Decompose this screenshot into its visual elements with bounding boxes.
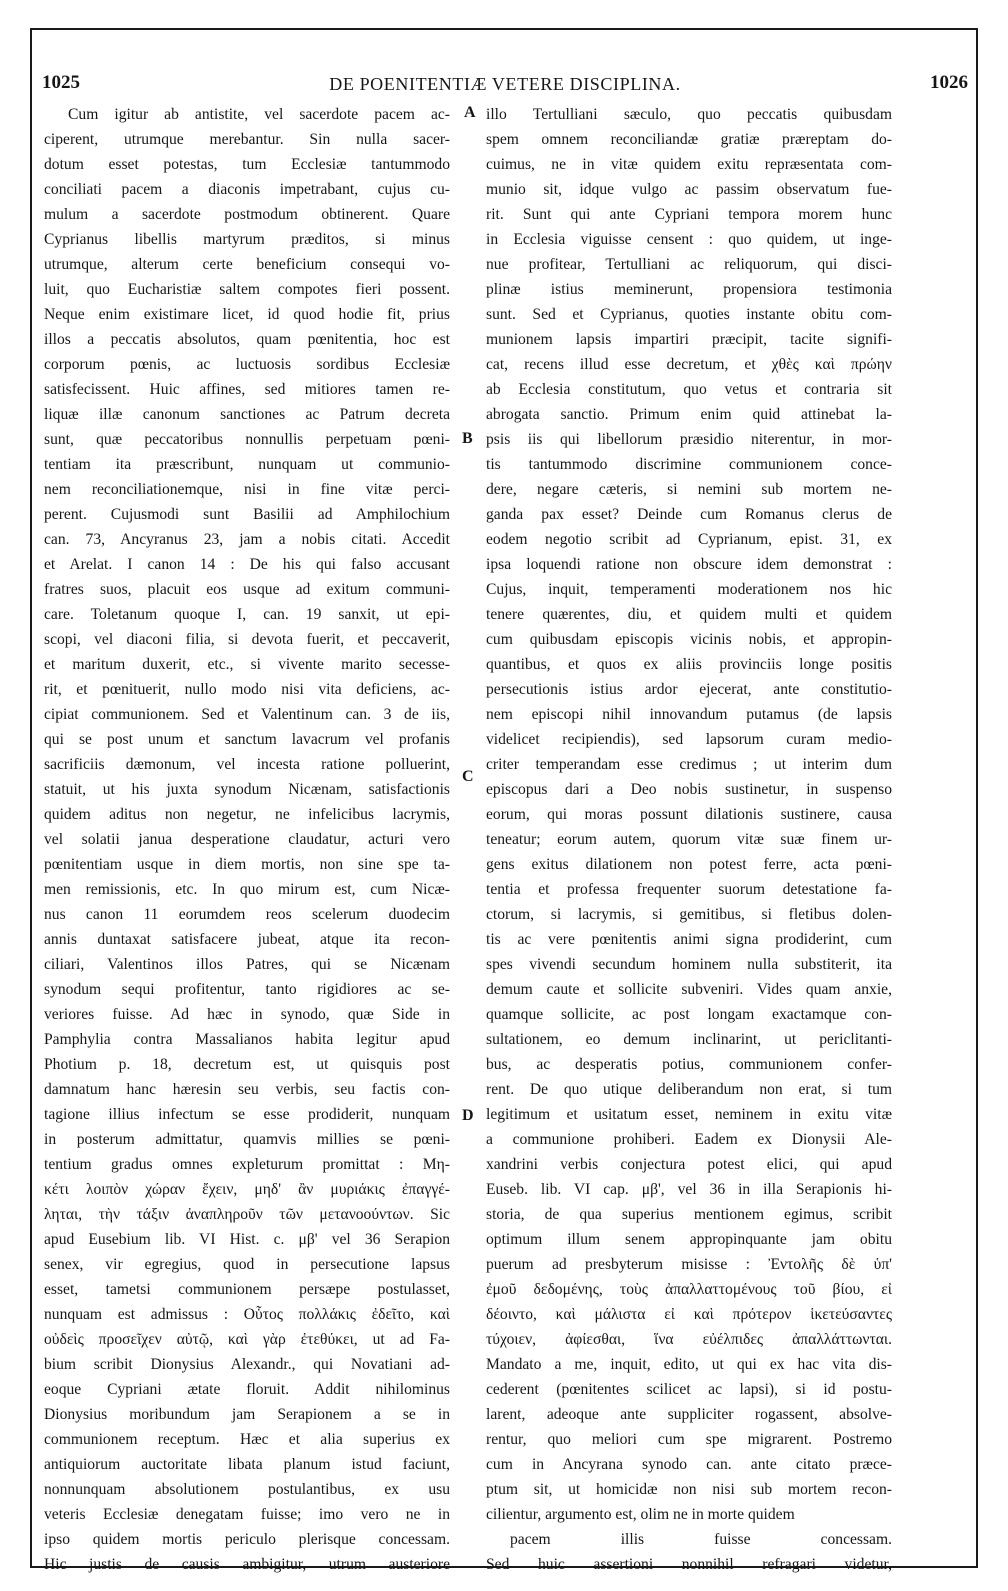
text-line: eoque Cypriani ætate floruit. Addit nihilominus — [44, 1381, 450, 1398]
text-line: sunt. Sed et Cyprianus, quoties instante obitu com- — [486, 306, 892, 323]
text-line: bus, ac desperatis potius, communionem confer- — [486, 1056, 892, 1073]
text-line: nonnunquam absolutionem postulantibus, ex usu — [44, 1481, 450, 1498]
text-line: et maritum duxerit, etc., si vivente marito secesse- — [44, 656, 450, 673]
text-line: ipsa loquendi ratione non obscure idem demonstrat : — [486, 556, 892, 573]
right-text-column — [486, 102, 892, 1577]
text-line: in posterum admittatur, quamvis millies se pœni- — [44, 1131, 450, 1148]
text-line: pœnitentiam usque in diem mortis, non sine spe ta- — [44, 856, 450, 873]
text-line: tentiam ita præscribunt, nunquam ut communio- — [44, 456, 450, 473]
text-line: tentium gradus omnes expleturum promittat : Μη- — [44, 1156, 450, 1173]
text-line: liquæ illæ canonum sanctiones ac Patrum decreta — [44, 406, 450, 423]
text-line: psis iis qui libellorum præsidio niterentur, in mor- — [486, 431, 892, 448]
text-line: puerum ad presbyterum misisse : Ἐντολῆς δὲ ὑπ' — [486, 1256, 892, 1273]
text-line: qui se post unum et sanctum lavacrum vel profanis — [44, 731, 450, 748]
text-line: ciperent, utrumque merebantur. Sin nulla sacer- — [44, 131, 450, 148]
text-line: tagione illius infectum se esse prodiderit, nunquam — [44, 1106, 450, 1123]
text-line: videlicet recipiendis), sed lapsorum curam medio- — [486, 731, 892, 748]
text-line: dotum esset potestas, tum Ecclesiæ tantummodo — [44, 156, 450, 173]
left-text-column — [44, 102, 450, 1577]
text-line: in Ecclesia viguisse censent : quo quidem, ut inge- — [486, 231, 892, 248]
text-line: quidem aditus non negetur, ne infelicibus lacrymis, — [44, 806, 450, 823]
text-line: damnatum hanc hæresin seu verbis, seu factis con- — [44, 1081, 450, 1098]
text-line: Hic justis de causis ambigitur, utrum austeriore — [44, 1556, 450, 1573]
text-line: apud Eusebium lib. VI Hist. c. μβ' vel 36 Serapion — [44, 1231, 450, 1248]
text-line: gens exitus dilationem non potest ferre, acta pœni- — [486, 856, 892, 873]
margin-letter-a: A — [464, 104, 476, 121]
text-line: statuit, ut his juxta synodum Nicænam, satisfactionis — [44, 781, 450, 798]
text-line: communionem receptum. Hæc et alia superius ex — [44, 1431, 450, 1448]
text-line: nus canon 11 eorumdem reos scelerum duodecim — [44, 906, 450, 923]
text-line: tis tantummodo discrimine communionem conce- — [486, 456, 892, 473]
text-line: plinæ istius meminerunt, propensiora testimonia — [486, 281, 892, 298]
text-line: Neque enim existimare licet, id quod hodie fit, prius — [44, 306, 450, 323]
text-line: veteris Ecclesiæ denegatam fuisse; imo vero ne in — [44, 1506, 450, 1523]
text-line: cum in Ancyrana synodo can. ante citato præce- — [486, 1456, 892, 1473]
text-line: sunt, quæ peccatoribus nonnullis perpetuam pœni- — [44, 431, 450, 448]
text-line: ληται, τὴν τάξιν ἀναπληροῦν τῶν μετανοούντων. Sic — [44, 1206, 450, 1223]
text-line: scopi, vel diaconi filia, si devota fuerit, et peccaverit, — [44, 631, 450, 648]
text-line: ptum sit, ut homicidæ non nisi sub mortem recon- — [486, 1481, 892, 1498]
text-line: teneatur; eorum autem, quorum vitæ suæ finem ur- — [486, 831, 892, 848]
text-line: ab Ecclesia constitutum, quo vetus et contraria sit — [486, 381, 892, 398]
text-line: et Arelat. I canon 14 : De his qui falso accusant — [44, 556, 450, 573]
text-line: Mandato a me, inquit, edito, ut qui ex hac vita dis- — [486, 1356, 892, 1373]
text-line: illo Tertulliani sæculo, quo peccatis quibusdam — [486, 106, 892, 123]
text-line: a communione prohiberi. Eadem ex Dionysii Ale- — [486, 1131, 892, 1148]
text-line: munionem lapsis impartiri præcipit, tacite signifi- — [486, 331, 892, 348]
text-line: Cyprianus libellis martyrum præditos, si minus — [44, 231, 450, 248]
text-line: cat, recens illud esse decretum, et χθὲς καὶ πρώην — [486, 356, 892, 373]
text-line: cum quibusdam episcopis vicinis nobis, et appropin- — [486, 631, 892, 648]
text-line: cuimus, ne in vitæ quidem exitu repræsentata com- — [486, 156, 892, 173]
text-line: nem reconciliationemque, nisi in fine vitæ perci- — [44, 481, 450, 498]
text-line: satisfecissent. Huic affines, sed mitiores tamen re- — [44, 381, 450, 398]
text-line: xandrini verbis conjectura potest elici, qui apud — [486, 1156, 892, 1173]
text-line: cederent (pœnitentes scilicet ac lapsi), si id postu- — [486, 1381, 892, 1398]
text-line: munio sit, idque vulgo ac passim observatum fue- — [486, 181, 892, 198]
text-line: κέτι λοιπὸν χώραν ἔχειν, μηδ' ἂν μυριάκις ἐπαγγέ- — [44, 1181, 450, 1198]
running-head — [42, 72, 968, 96]
margin-letter-d: D — [462, 1107, 474, 1124]
text-line: senex, vir egregius, quod in persecutione lapsus — [44, 1256, 450, 1273]
text-line: annis duntaxat satisfacere jubeat, atque ita recon- — [44, 931, 450, 948]
text-line: abrogata sanctio. Primum enim quid attinebat la- — [486, 406, 892, 423]
text-line: antiquiorum auctoritate libata planum istud faciunt, — [44, 1456, 450, 1473]
text-line: corporum pœnis, ac luctuosis sordibus Ecclesiæ — [44, 356, 450, 373]
text-line: Sed huic assertioni nonnihil refragari videtur, — [486, 1556, 892, 1573]
text-line: episcopus dari a Deo nobis sustinetur, in suspenso — [486, 781, 892, 798]
running-title: DE POENITENTIÆ VETERE DISCIPLINA. — [329, 74, 681, 94]
text-line: veriores fuisse. Ad hæc in synodo, quæ Side in — [44, 1006, 450, 1023]
text-line: vel solatii janua desperatione claudatur, acturi vero — [44, 831, 450, 848]
text-line: Cum igitur ab antistite, vel sacerdote pacem ac- — [68, 106, 450, 123]
text-line: utrumque, alterum certe beneficium consequi vo- — [44, 256, 450, 273]
text-line: persecutionis istius ardor ejecerat, ante constitutio- — [486, 681, 892, 698]
text-line: legitimum et usitatum esset, neminem in exitu vitæ — [486, 1106, 892, 1123]
text-line: can. 73, Ancyranus 23, jam a nobis citati. Accedit — [44, 531, 450, 548]
text-line: storia, de qua superius mentionem egimus, scribit — [486, 1206, 892, 1223]
text-line: quantibus, et quos ex aliis provinciis longe positis — [486, 656, 892, 673]
text-line: rentur, quo meliori cum spe migrarent. Postremo — [486, 1431, 892, 1448]
text-line: bium scribit Dionysius Alexandr., qui Novatiani ad- — [44, 1356, 450, 1373]
text-line: δέοιντο, καὶ μάλιστα εἰ καὶ πρότερον ἱκετεύσαντες — [486, 1306, 892, 1323]
text-line: dere, negare cæteris, si nemini sub mortem ne- — [486, 481, 892, 498]
text-line: men remissionis, etc. In quo mirum est, cum Nicæ- — [44, 881, 450, 898]
text-line: cilientur, argumento est, olim ne in morte quidem — [486, 1506, 795, 1523]
text-line: nue profitear, Tertulliani ac reliquorum, qui disci- — [486, 256, 892, 273]
text-line: Photium p. 18, decretum est, ut quisquis post — [44, 1056, 450, 1073]
text-line: perent. Cujusmodi sunt Basilii ad Amphilochium — [44, 506, 450, 523]
text-line: ctorum, si lacrymis, si gemitibus, si fletibus dolen- — [486, 906, 892, 923]
text-line: Cujus, inquit, temperamenti moderationem nos hic — [486, 581, 892, 598]
margin-letter-c: C — [462, 768, 474, 785]
text-line: fratres suos, placuit eos usque ad exitum communi- — [44, 581, 450, 598]
text-line: conciliati pacem a diaconis impetrabant, cujus cu- — [44, 181, 450, 198]
text-line: tenere quærentes, diu, et quidem multi et quidem — [486, 606, 892, 623]
text-line: optimum illum senem appropinquante jam obitu — [486, 1231, 892, 1248]
text-line: tis ac vere pœnitentis animi signa prodiderint, cum — [486, 931, 892, 948]
text-line: synodum sequi profitentur, tanto rigidiores ac se- — [44, 981, 450, 998]
text-line: tentia et professa frequenter suorum detestatione fa- — [486, 881, 892, 898]
text-line: τύχοιεν, ἀφίεσθαι, ἵνα εὐέλπιδες ἀπαλλάττωνται. — [486, 1331, 892, 1348]
text-line: mulum a sacerdote postmodum obtinerent. Quare — [44, 206, 450, 223]
text-line: eodem negotio scribit ad Cyprianum, epist. 31, ex — [486, 531, 892, 548]
text-line: sultationem, eo demum inclinarint, ut periclitanti- — [486, 1031, 892, 1048]
text-line: esset, tametsi communionem persæpe postulasset, — [44, 1281, 450, 1298]
text-line: nem episcopi nihil innovandum putamus (de lapsis — [486, 706, 892, 723]
text-line: care. Toletanum quoque I, can. 19 sanxit, ut epi- — [44, 606, 450, 623]
text-line: luit, quo Eucharistiæ saltem compotes fieri possent. — [44, 281, 450, 298]
text-line: larent, adeoque ante suppliciter rogassent, absolve- — [486, 1406, 892, 1423]
text-line: quamque sollicite, ac post longam exactamque con- — [486, 1006, 892, 1023]
text-line: criter temperandam esse credimus ; ut interim dum — [486, 756, 892, 773]
text-line: sacrificiis dæmonum, vel incesta ratione polluerint, — [44, 756, 450, 773]
text-line: pacem illis fuisse concessam. — [510, 1531, 892, 1548]
text-line: illos a peccatis absolutos, quam pœnitentia, hoc est — [44, 331, 450, 348]
text-line: eorum, qui moras possunt dilationis sustinere, causa — [486, 806, 892, 823]
page-number-right: 1026 — [930, 72, 968, 93]
text-line: οὐδεὶς προσεῖχεν αὐτῷ, καὶ γὰρ ἐτεθύκει, ut ad Fa- — [44, 1331, 450, 1348]
text-line: spem omnem reconciliandæ gratiæ præreptam do- — [486, 131, 892, 148]
text-line: rit. Sunt qui ante Cypriani tempora morem hunc — [486, 206, 892, 223]
text-line: ἐμοῦ δεδομένης, τοὺς ἀπαλλαττομένους τοῦ βίου, εἰ — [486, 1281, 892, 1298]
text-line: Euseb. lib. VI cap. μβ', vel 36 in illa Serapionis hi- — [486, 1181, 892, 1198]
text-line: rent. De quo utique deliberandum non erat, si tum — [486, 1081, 892, 1098]
text-line: nunquam est admissus : Οὗτος πολλάκις ἐδεῖτο, καὶ — [44, 1306, 450, 1323]
text-line: rit, et pœnituerit, nullo modo nisi vita deficiens, ac- — [44, 681, 450, 698]
text-line: ciliari, Valentinos illos Patres, qui se Nicænam — [44, 956, 450, 973]
text-line: Dionysius moribundum jam Serapionem a se in — [44, 1406, 450, 1423]
page-number-left: 1025 — [42, 72, 80, 93]
text-line: spes vivendi secundum hominem nulla substiterit, ita — [486, 956, 892, 973]
margin-letter-b: B — [462, 430, 473, 447]
text-line: cipiat communionem. Sed et Valentinum can. 3 de iis, — [44, 706, 450, 723]
text-line: Pamphylia contra Massalianos habita legitur apud — [44, 1031, 450, 1048]
text-line: demum caute et sollicite subveniri. Vides quam anxie, — [486, 981, 892, 998]
text-line: ipso quidem mortis periculo plerisque concessam. — [44, 1531, 450, 1548]
text-line: ganda pax esset? Deinde cum Romanus clerus de — [486, 506, 892, 523]
